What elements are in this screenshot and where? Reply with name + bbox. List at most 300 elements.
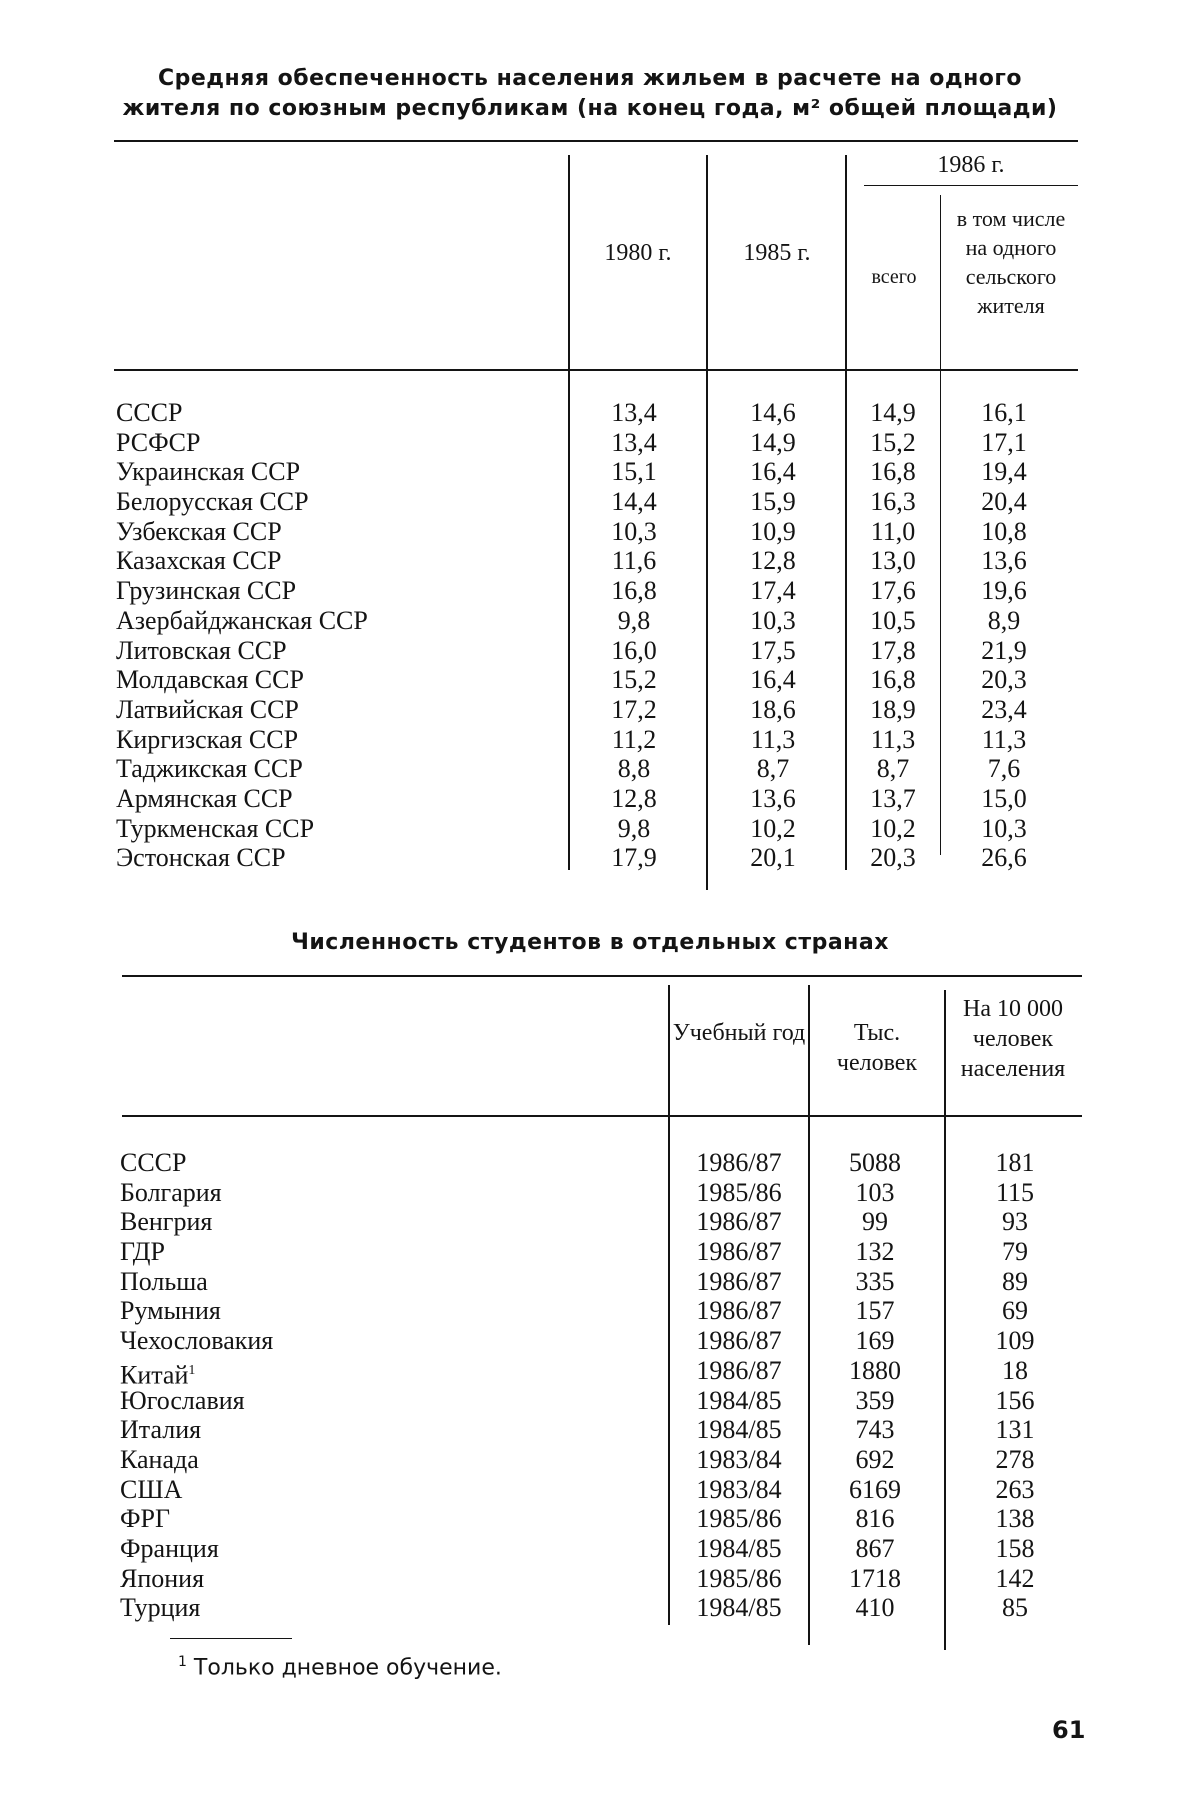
housing-row [116,517,566,547]
students-row-thousands: 359 [855,1385,895,1415]
housing-row [710,636,836,666]
students-row-per10000: 131 [995,1415,1035,1445]
housing-row-y1980: 11,2 [611,724,657,754]
housing-row [944,784,1064,814]
students-row [960,1593,1070,1623]
housing-row [848,576,938,606]
students-row [960,1534,1070,1564]
students-row-year: 1986/87 [696,1207,782,1237]
housing-row-y1980: 13,4 [611,398,657,427]
students-row [960,1445,1070,1475]
housing-row [572,843,696,873]
students-row-name: Италия [120,1415,202,1445]
students-top-rule [122,975,1082,977]
students-row [812,1504,938,1534]
housing-row-name: СССР [116,398,183,427]
housing-vline-3 [845,155,847,870]
housing-row-name: Армянская ССР [116,783,293,813]
housing-row [848,665,938,695]
students-row [812,1386,938,1416]
housing-row [572,576,696,606]
housing-row [710,695,836,725]
housing-row-rural: 10,3 [981,813,1027,843]
housing-row-rural: 16,1 [981,398,1027,427]
housing-row [944,814,1064,844]
housing-total-column [848,398,938,873]
footnote-rule [170,1638,292,1639]
housing-rural-column [944,398,1064,873]
students-row [960,1504,1070,1534]
housing-row-name: Белорусская ССР [116,487,309,517]
students-row-year: 1983/84 [696,1474,782,1504]
housing-row [848,517,938,547]
students-row [812,1415,938,1445]
housing-header-rule [114,369,1078,371]
students-row-thousands: 335 [855,1266,895,1296]
students-row [120,1296,660,1326]
students-row-year: 1985/86 [696,1563,782,1593]
students-title: Численность студентов в отдельных странах [291,930,889,955]
housing-row [116,695,566,725]
housing-row-y1985: 18,6 [750,694,796,724]
students-row-per10000: 138 [995,1504,1035,1534]
housing-row-name: Эстонская ССР [116,843,286,873]
housing-row [944,398,1064,428]
housing-row [116,398,566,428]
students-row-year: 1984/85 [696,1533,782,1563]
housing-row-total: 17,8 [870,635,916,665]
students-row-per10000: 18 [1002,1355,1028,1385]
housing-row-rural: 21,9 [981,635,1027,665]
students-row [960,1207,1070,1237]
students-row [674,1267,804,1297]
students-row-name: Канада [120,1444,199,1474]
housing-row [944,517,1064,547]
students-year-column [674,1148,804,1623]
housing-row [116,814,566,844]
housing-row [572,754,696,784]
housing-row [710,606,836,636]
housing-row-y1985: 14,9 [750,427,796,457]
housing-row-y1980: 16,0 [611,635,657,665]
housing-row [116,576,566,606]
students-row [674,1356,804,1386]
students-row-year: 1986/87 [696,1148,782,1177]
students-name-column [120,1148,660,1623]
students-row [674,1475,804,1505]
students-row [120,1415,660,1445]
footnote [178,1654,502,1680]
students-row-thousands: 1880 [849,1355,901,1385]
housing-row [116,487,566,517]
housing-row [944,695,1064,725]
students-row [960,1267,1070,1297]
housing-row-y1980: 13,4 [611,427,657,457]
housing-row [848,457,938,487]
housing-row [572,517,696,547]
header-year: Учебный год [672,1020,806,1046]
students-row [812,1356,938,1386]
housing-row [710,428,836,458]
housing-row-total: 16,8 [870,665,916,695]
students-row [120,1564,660,1594]
students-row [674,1148,804,1178]
students-row [120,1475,660,1505]
students-row [812,1237,938,1267]
students-row [120,1148,660,1178]
housing-row [944,487,1064,517]
housing-vline-2 [706,155,708,890]
housing-row [572,428,696,458]
housing-row-y1980: 10,3 [611,516,657,546]
housing-row [116,546,566,576]
housing-row [848,725,938,755]
students-row-per10000: 85 [1002,1593,1028,1623]
housing-row-total: 11,3 [870,724,916,754]
students-row-thousands: 169 [855,1326,895,1356]
housing-row-y1985: 16,4 [750,665,796,695]
students-row [812,1445,938,1475]
students-row-thousands: 6169 [849,1474,901,1504]
students-row-thousands: 1718 [849,1563,901,1593]
housing-row-name: РСФСР [116,427,201,457]
housing-row-total: 16,8 [870,457,916,487]
students-row-name: Венгрия [120,1207,213,1237]
housing-row [944,457,1064,487]
housing-row-y1980: 11,6 [611,546,657,576]
students-row-per10000: 158 [995,1533,1035,1563]
housing-row-rural: 7,6 [987,754,1021,784]
housing-row-rural: 8,9 [987,605,1021,635]
footnote-ref: 1 [188,1362,196,1378]
students-row-year: 1986/87 [696,1266,782,1296]
housing-row-total: 13,7 [870,783,916,813]
housing-row-y1980: 16,8 [611,576,657,606]
housing-row [572,487,696,517]
students-row [674,1445,804,1475]
students-row-thousands: 157 [855,1296,895,1326]
housing-row [710,576,836,606]
students-row [674,1504,804,1534]
students-row [674,1564,804,1594]
header-1986: 1986 г. [937,152,1005,178]
housing-row [116,754,566,784]
students-row-per10000: 109 [995,1326,1035,1356]
housing-row [944,725,1064,755]
housing-row-y1985: 10,3 [750,605,796,635]
housing-row-y1985: 11,3 [750,724,796,754]
housing-1985-column [710,398,836,873]
housing-row [944,665,1064,695]
students-row-thousands: 103 [855,1177,895,1207]
students-thousands-column [812,1148,938,1623]
housing-row-name: Казахская ССР [116,546,282,576]
students-row-year: 1986/87 [696,1296,782,1326]
housing-row-total: 18,9 [870,694,916,724]
students-row-thousands: 410 [855,1593,895,1623]
housing-row [944,843,1064,873]
students-row [674,1178,804,1208]
students-vline-2 [808,985,810,1645]
housing-row-name: Литовская ССР [116,635,287,665]
housing-1980-column [572,398,696,873]
housing-row [710,487,836,517]
housing-row [710,784,836,814]
housing-row [116,665,566,695]
housing-row [944,636,1064,666]
students-row-per10000: 89 [1002,1266,1028,1296]
students-row-per10000: 142 [995,1563,1035,1593]
students-row-thousands: 867 [855,1533,895,1563]
students-row-year: 1984/85 [696,1385,782,1415]
students-row-thousands: 816 [855,1504,895,1534]
students-row-year: 1986/87 [696,1237,782,1267]
students-row [120,1386,660,1416]
housing-row [710,725,836,755]
housing-row-total: 16,3 [870,487,916,517]
housing-row [572,546,696,576]
housing-row-rural: 17,1 [981,427,1027,457]
students-row [674,1593,804,1623]
housing-top-rule [114,140,1078,142]
students-row-year: 1986/87 [696,1355,782,1385]
students-row-name: СССР [120,1148,187,1177]
students-row-year: 1986/87 [696,1326,782,1356]
students-row-per10000: 263 [995,1474,1035,1504]
housing-row-y1980: 15,2 [611,665,657,695]
housing-row-total: 10,5 [870,605,916,635]
students-row [960,1148,1070,1178]
housing-row [710,398,836,428]
students-row [812,1564,938,1594]
housing-row-total: 10,2 [870,813,916,843]
housing-row-name: Киргизская ССР [116,724,299,754]
housing-row [116,606,566,636]
students-row [812,1593,938,1623]
housing-row [572,457,696,487]
students-row [960,1326,1070,1356]
header-1985: 1985 г. [743,240,811,266]
housing-row-y1985: 20,1 [750,843,796,873]
students-row [674,1237,804,1267]
students-row-per10000: 156 [995,1385,1035,1415]
students-row-per10000: 93 [1002,1207,1028,1237]
housing-1986-rule [864,185,1078,186]
students-row [120,1504,660,1534]
housing-row-y1980: 17,9 [611,843,657,873]
students-row [812,1475,938,1505]
students-row [960,1296,1070,1326]
housing-row-rural: 19,6 [981,576,1027,606]
housing-row-total: 20,3 [870,843,916,873]
students-row-name: Польша [120,1266,208,1296]
housing-title-line1: Средняя обеспеченность населения жильем в расчете на одного [157,66,1023,91]
housing-row [848,487,938,517]
housing-row [710,546,836,576]
students-row [674,1296,804,1326]
housing-row-name: Таджикская ССР [116,754,303,784]
students-row-name: Румыния [120,1296,221,1326]
housing-row-name: Латвийская ССР [116,694,299,724]
housing-row [848,814,938,844]
housing-row-total: 11,0 [870,516,916,546]
housing-row-y1980: 8,8 [617,754,651,784]
students-row-per10000: 181 [995,1148,1035,1177]
housing-vline-1 [568,155,570,870]
housing-row-rural: 20,3 [981,665,1027,695]
housing-row [116,843,566,873]
housing-row [848,754,938,784]
students-row-thousands: 743 [855,1415,895,1445]
housing-row [116,636,566,666]
students-row-year: 1983/84 [696,1444,782,1474]
students-row [812,1267,938,1297]
students-header-rule [122,1115,1082,1117]
students-row-name: Турция [120,1593,201,1623]
housing-row-rural: 26,6 [981,843,1027,873]
students-row-thousands: 692 [855,1444,895,1474]
housing-row [848,784,938,814]
students-row-per10000: 115 [995,1177,1035,1207]
housing-row-total: 8,7 [876,754,910,784]
students-row-name: Чехословакия [120,1326,274,1356]
footnote-text: Только дневное обучение. [193,1655,502,1681]
students-per10000-column [960,1148,1070,1623]
housing-row [572,398,696,428]
housing-row [572,725,696,755]
housing-row [944,576,1064,606]
housing-row [944,606,1064,636]
housing-row [116,457,566,487]
housing-row [944,754,1064,784]
housing-row-name: Молдавская ССР [116,665,304,695]
students-row-name: США [120,1474,183,1504]
housing-row-y1980: 15,1 [611,457,657,487]
housing-row-y1985: 10,9 [750,516,796,546]
housing-row [848,695,938,725]
housing-row [116,725,566,755]
header-rural: в том числе на одного сельского жителя [956,206,1066,318]
housing-row [848,636,938,666]
housing-row-rural: 19,4 [981,457,1027,487]
housing-row [572,814,696,844]
page-number: 61 [1052,1716,1086,1744]
housing-row [572,695,696,725]
students-row-name: ФРГ [120,1504,171,1534]
housing-row [848,606,938,636]
header-thousands: Тыс. человек [836,1020,918,1076]
students-row [812,1178,938,1208]
students-row [960,1237,1070,1267]
students-row-year: 1985/86 [696,1504,782,1534]
students-row [812,1207,938,1237]
housing-row-total: 17,6 [870,576,916,606]
students-row [120,1326,660,1356]
students-row-name: Болгария [120,1177,222,1207]
housing-row-y1985: 12,8 [750,546,796,576]
students-row [674,1534,804,1564]
students-row [960,1356,1070,1386]
housing-row-total: 15,2 [870,427,916,457]
students-row-name: Франция [120,1533,219,1563]
housing-row [710,814,836,844]
students-row [120,1593,660,1623]
housing-row [944,546,1064,576]
students-row-thousands: 5088 [849,1148,901,1177]
housing-row-name: Узбекская ССР [116,516,282,546]
housing-row-y1985: 17,4 [750,576,796,606]
students-row-thousands: 132 [855,1237,895,1267]
housing-row-name: Украинская ССР [116,457,301,487]
housing-row-name: Азербайджанская ССР [116,605,368,635]
students-row [960,1178,1070,1208]
housing-row-rural: 15,0 [981,783,1027,813]
students-row [960,1415,1070,1445]
students-row-name: Югославия [120,1385,245,1415]
students-row-name: Китай [120,1360,189,1390]
housing-row [710,457,836,487]
housing-row-y1985: 16,4 [750,457,796,487]
students-row-thousands: 99 [862,1207,888,1237]
header-per10000: На 10 000 человек населения [960,996,1066,1082]
housing-name-column [116,398,566,873]
housing-row-y1980: 17,2 [611,694,657,724]
housing-row-rural: 13,6 [981,546,1027,576]
housing-row-y1985: 14,6 [750,398,796,427]
housing-row [848,428,938,458]
housing-row [116,428,566,458]
housing-row [848,398,938,428]
housing-row-y1985: 8,7 [756,754,790,784]
students-row [960,1386,1070,1416]
housing-vline-4 [940,195,941,855]
students-row-name: ГДР [120,1237,165,1267]
students-row-year: 1985/86 [696,1177,782,1207]
students-row [120,1207,660,1237]
housing-row [572,636,696,666]
students-row-year: 1984/85 [696,1593,782,1623]
housing-row-total: 13,0 [870,546,916,576]
housing-row [710,754,836,784]
students-row [120,1534,660,1564]
students-vline-3 [944,990,946,1650]
housing-row-y1985: 13,6 [750,783,796,813]
housing-row-y1980: 9,8 [617,813,651,843]
students-row-per10000: 69 [1002,1296,1028,1326]
students-row [812,1534,938,1564]
housing-title-line2: жителя по союзным республикам (на конец года, м² общей площади) [122,96,1058,121]
housing-row-y1985: 17,5 [750,635,796,665]
students-row [674,1386,804,1416]
housing-row-rural: 11,3 [981,724,1027,754]
students-row [674,1415,804,1445]
housing-row [572,784,696,814]
housing-row-rural: 20,4 [981,487,1027,517]
students-row [812,1296,938,1326]
students-row-per10000: 278 [995,1444,1035,1474]
students-row-per10000: 79 [1002,1237,1028,1267]
housing-row [848,546,938,576]
housing-row-total: 14,9 [870,398,916,427]
housing-row-y1980: 12,8 [611,783,657,813]
students-vline-1 [668,985,670,1625]
footnote-mark: 1 [178,1654,187,1670]
housing-row-y1980: 9,8 [617,605,651,635]
housing-row [572,606,696,636]
housing-row-name: Туркменская ССР [116,813,315,843]
students-row [812,1326,938,1356]
housing-row [944,428,1064,458]
